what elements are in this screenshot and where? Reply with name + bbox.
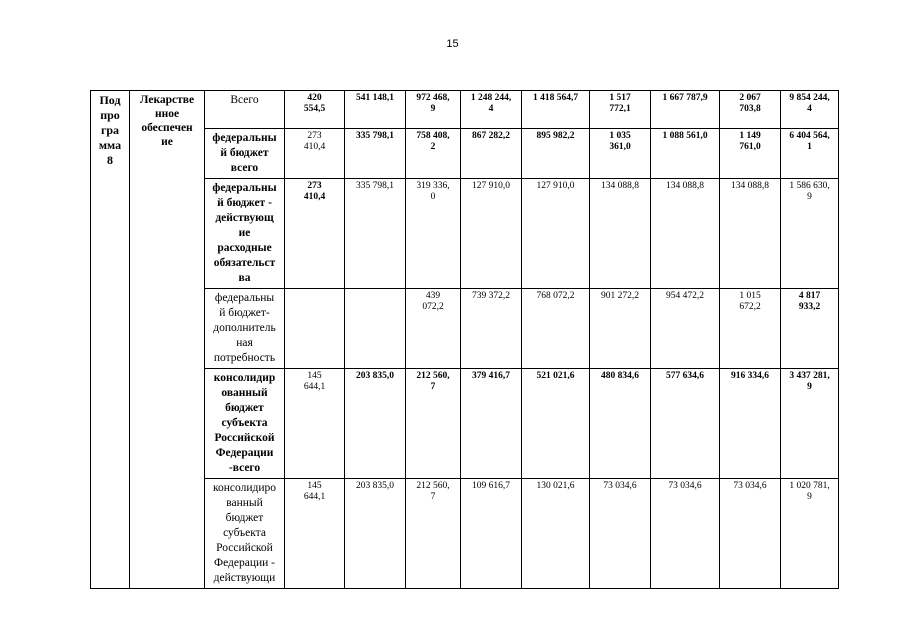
cell-line: бюджет xyxy=(225,512,264,524)
budget-table xyxy=(90,90,839,589)
value-cell xyxy=(522,369,590,479)
cell-line: 420 xyxy=(307,93,322,103)
cell-line: 73 034,6 xyxy=(733,481,767,491)
cell-line: действующи xyxy=(213,572,276,584)
cell-line: 8 xyxy=(107,153,113,167)
cell-line: про xyxy=(100,108,120,122)
value-cell xyxy=(345,129,406,179)
value-cell xyxy=(285,129,345,179)
cell-line: 273 xyxy=(307,131,322,141)
cell-line: 410,4 xyxy=(303,142,326,152)
cell-line: 439 xyxy=(425,291,441,301)
value-cell xyxy=(461,479,522,589)
cell-line: обеспечен xyxy=(141,122,193,134)
cell-line: 361,0 xyxy=(609,142,631,152)
cell-line: 0 xyxy=(430,192,436,202)
cell-line: 577 634,6 xyxy=(666,371,704,381)
cell-line: 1 248 244, xyxy=(470,93,512,103)
cell-line: потребность xyxy=(213,352,276,364)
cell-line: 9 854 244, xyxy=(789,93,830,103)
cell-line: 1 020 781, xyxy=(789,481,830,491)
cell-line: 212 560, xyxy=(416,481,450,491)
cell-line: ие xyxy=(161,136,173,148)
cell-line: -всего xyxy=(228,462,261,474)
cell-line: 335 798,1 xyxy=(356,181,394,191)
cell-line: ванный xyxy=(226,497,263,509)
funding-source-label xyxy=(205,91,285,129)
cell-line: 145 xyxy=(307,481,322,491)
cell-line: 134 088,8 xyxy=(601,181,639,191)
value-cell xyxy=(285,179,345,289)
value-cell xyxy=(345,91,406,129)
cell-line: Российской xyxy=(216,542,273,554)
value-cell xyxy=(720,91,781,129)
cell-line: 145 xyxy=(307,371,322,381)
cell-line: субъекта xyxy=(223,527,266,539)
cell-line: 2 067 xyxy=(739,93,761,103)
cell-line: 541 148,1 xyxy=(356,93,394,103)
value-cell xyxy=(285,479,345,589)
value-cell xyxy=(590,91,651,129)
cell-line: 4 xyxy=(488,104,494,114)
cell-line: 109 616,7 xyxy=(472,481,510,491)
value-cell xyxy=(522,129,590,179)
cell-line: 127 910,0 xyxy=(472,181,510,191)
cell-line: 130 021,6 xyxy=(536,481,575,491)
cell-line: 9 xyxy=(807,492,812,502)
value-cell xyxy=(285,91,345,129)
value-cell xyxy=(461,129,522,179)
value-cell xyxy=(590,369,651,479)
cell-line: федеральны xyxy=(214,292,275,304)
page-number: 15 xyxy=(446,38,459,50)
cell-line: 867 282,2 xyxy=(472,131,510,141)
cell-line: 521 021,6 xyxy=(536,371,575,381)
value-cell xyxy=(590,129,651,179)
value-cell xyxy=(781,179,839,289)
cell-line: 1 015 xyxy=(739,291,761,301)
value-cell xyxy=(345,369,406,479)
cell-line: 739 372,2 xyxy=(472,291,510,301)
value-cell xyxy=(461,289,522,369)
cell-line: федеральны xyxy=(212,132,277,144)
value-cell xyxy=(406,479,461,589)
cell-line: 212 560, xyxy=(416,371,450,381)
value-cell xyxy=(522,479,590,589)
value-cell xyxy=(781,479,839,589)
value-cell xyxy=(590,179,651,289)
cell-line: 7 xyxy=(430,492,436,502)
cell-line: й бюджет - xyxy=(217,197,272,209)
cell-line: 768 072,2 xyxy=(536,291,575,301)
cell-line: 933,2 xyxy=(798,302,821,312)
cell-line: 6 404 564, xyxy=(789,131,830,141)
cell-line: 410,4 xyxy=(303,192,326,202)
cell-line: дополнитель xyxy=(213,322,276,334)
funding-source-label xyxy=(205,179,285,289)
cell-line: 954 472,2 xyxy=(666,291,704,301)
cell-line: й бюджет xyxy=(220,147,269,159)
cell-line: 9 xyxy=(430,104,436,114)
cell-line: 4 817 xyxy=(798,291,821,301)
value-cell xyxy=(285,369,345,479)
cell-line: ие xyxy=(238,227,251,239)
value-cell xyxy=(651,129,720,179)
cell-line: 127 910,0 xyxy=(536,181,575,191)
value-cell xyxy=(781,369,839,479)
cell-line: 73 034,6 xyxy=(668,481,702,491)
value-cell xyxy=(720,129,781,179)
value-cell xyxy=(651,369,720,479)
cell-line: 901 272,2 xyxy=(601,291,639,301)
value-cell xyxy=(720,289,781,369)
value-cell xyxy=(651,179,720,289)
value-cell xyxy=(590,479,651,589)
cell-line: бюджет xyxy=(225,402,264,414)
cell-line: консолидиро xyxy=(212,482,276,494)
cell-line: обязательст xyxy=(213,257,276,269)
cell-line: 772,1 xyxy=(609,104,631,114)
cell-line: 2 xyxy=(430,142,436,152)
value-cell xyxy=(651,91,720,129)
cell-line: 554,5 xyxy=(303,104,326,114)
cell-line: субъекта xyxy=(221,417,268,429)
cell-line: консолидир xyxy=(213,372,276,384)
value-cell xyxy=(522,289,590,369)
cell-line: 644,1 xyxy=(303,382,326,392)
value-cell xyxy=(461,369,522,479)
cell-line: ва xyxy=(238,272,251,284)
value-cell xyxy=(461,179,522,289)
cell-line: Лекарстве xyxy=(139,94,195,106)
table-row xyxy=(91,91,839,129)
value-cell xyxy=(345,179,406,289)
cell-line: 273 xyxy=(307,181,322,191)
cell-line: 895 982,2 xyxy=(536,131,575,141)
cell-line: Под xyxy=(99,93,121,107)
cell-line: 1 035 xyxy=(609,131,631,141)
cell-line: 972 468, xyxy=(416,93,450,103)
cell-line: 379 416,7 xyxy=(472,371,510,381)
funding-source-label xyxy=(205,479,285,589)
cell-line: 1 586 630, xyxy=(789,181,830,191)
activity-cell xyxy=(130,91,205,589)
cell-line: ованный xyxy=(221,387,268,399)
cell-line: 3 437 281, xyxy=(789,371,830,381)
cell-line: гра xyxy=(100,123,120,137)
cell-line: 9 xyxy=(807,192,812,202)
cell-line: 672,2 xyxy=(739,302,761,312)
cell-line: 1 667 787,9 xyxy=(662,93,708,103)
cell-line: нное xyxy=(154,108,180,120)
cell-line: 335 798,1 xyxy=(356,131,394,141)
cell-line: й бюджет- xyxy=(219,307,270,319)
funding-source-label xyxy=(205,369,285,479)
cell-line: мма xyxy=(98,138,122,152)
cell-line: 1 517 xyxy=(609,93,631,103)
cell-line: 9 xyxy=(807,382,812,392)
value-cell xyxy=(781,91,839,129)
value-cell xyxy=(720,479,781,589)
cell-line: 761,0 xyxy=(739,142,761,152)
value-cell xyxy=(720,179,781,289)
value-cell xyxy=(590,289,651,369)
cell-line: 1 088 561,0 xyxy=(662,131,708,141)
cell-line: Федерации - xyxy=(213,557,275,569)
cell-line: 072,2 xyxy=(422,302,444,312)
cell-line: 73 034,6 xyxy=(603,481,637,491)
cell-line: 1 418 564,7 xyxy=(532,93,579,103)
value-cell xyxy=(720,369,781,479)
cell-line: 134 088,8 xyxy=(731,181,769,191)
cell-line: 703,8 xyxy=(739,104,761,114)
value-cell xyxy=(406,129,461,179)
cell-line: ная xyxy=(236,337,253,349)
cell-line: 203 835,0 xyxy=(356,481,394,491)
cell-line: 758 408, xyxy=(416,131,450,141)
value-cell xyxy=(345,289,406,369)
value-cell xyxy=(651,289,720,369)
cell-line: всего xyxy=(230,162,259,174)
cell-line: 134 088,8 xyxy=(666,181,704,191)
cell-line: расходные xyxy=(217,242,272,254)
value-cell xyxy=(781,289,839,369)
cell-line: 203 835,0 xyxy=(356,371,394,381)
cell-line: 1 149 xyxy=(739,131,761,141)
value-cell xyxy=(522,179,590,289)
value-cell xyxy=(406,179,461,289)
value-cell xyxy=(345,479,406,589)
value-cell xyxy=(406,289,461,369)
cell-line: 916 334,6 xyxy=(731,371,769,381)
cell-line: 1 xyxy=(807,142,812,152)
cell-line: действующ xyxy=(215,212,274,224)
value-cell xyxy=(406,91,461,129)
cell-line: 480 834,6 xyxy=(601,371,639,381)
cell-line: 7 xyxy=(430,382,436,392)
cell-line: 644,1 xyxy=(303,492,326,502)
value-cell xyxy=(285,289,345,369)
value-cell xyxy=(651,479,720,589)
cell-line: Федерации xyxy=(215,447,274,459)
funding-source-label xyxy=(205,129,285,179)
funding-source-label xyxy=(205,289,285,369)
cell-line: 319 336, xyxy=(416,181,450,191)
cell-line: Всего xyxy=(230,94,259,106)
subprogram-cell xyxy=(91,91,130,589)
value-cell xyxy=(522,91,590,129)
cell-line: Российской xyxy=(214,432,275,444)
value-cell xyxy=(406,369,461,479)
value-cell xyxy=(781,129,839,179)
cell-line: федеральны xyxy=(212,182,277,194)
cell-line: 4 xyxy=(807,104,812,114)
value-cell xyxy=(461,91,522,129)
